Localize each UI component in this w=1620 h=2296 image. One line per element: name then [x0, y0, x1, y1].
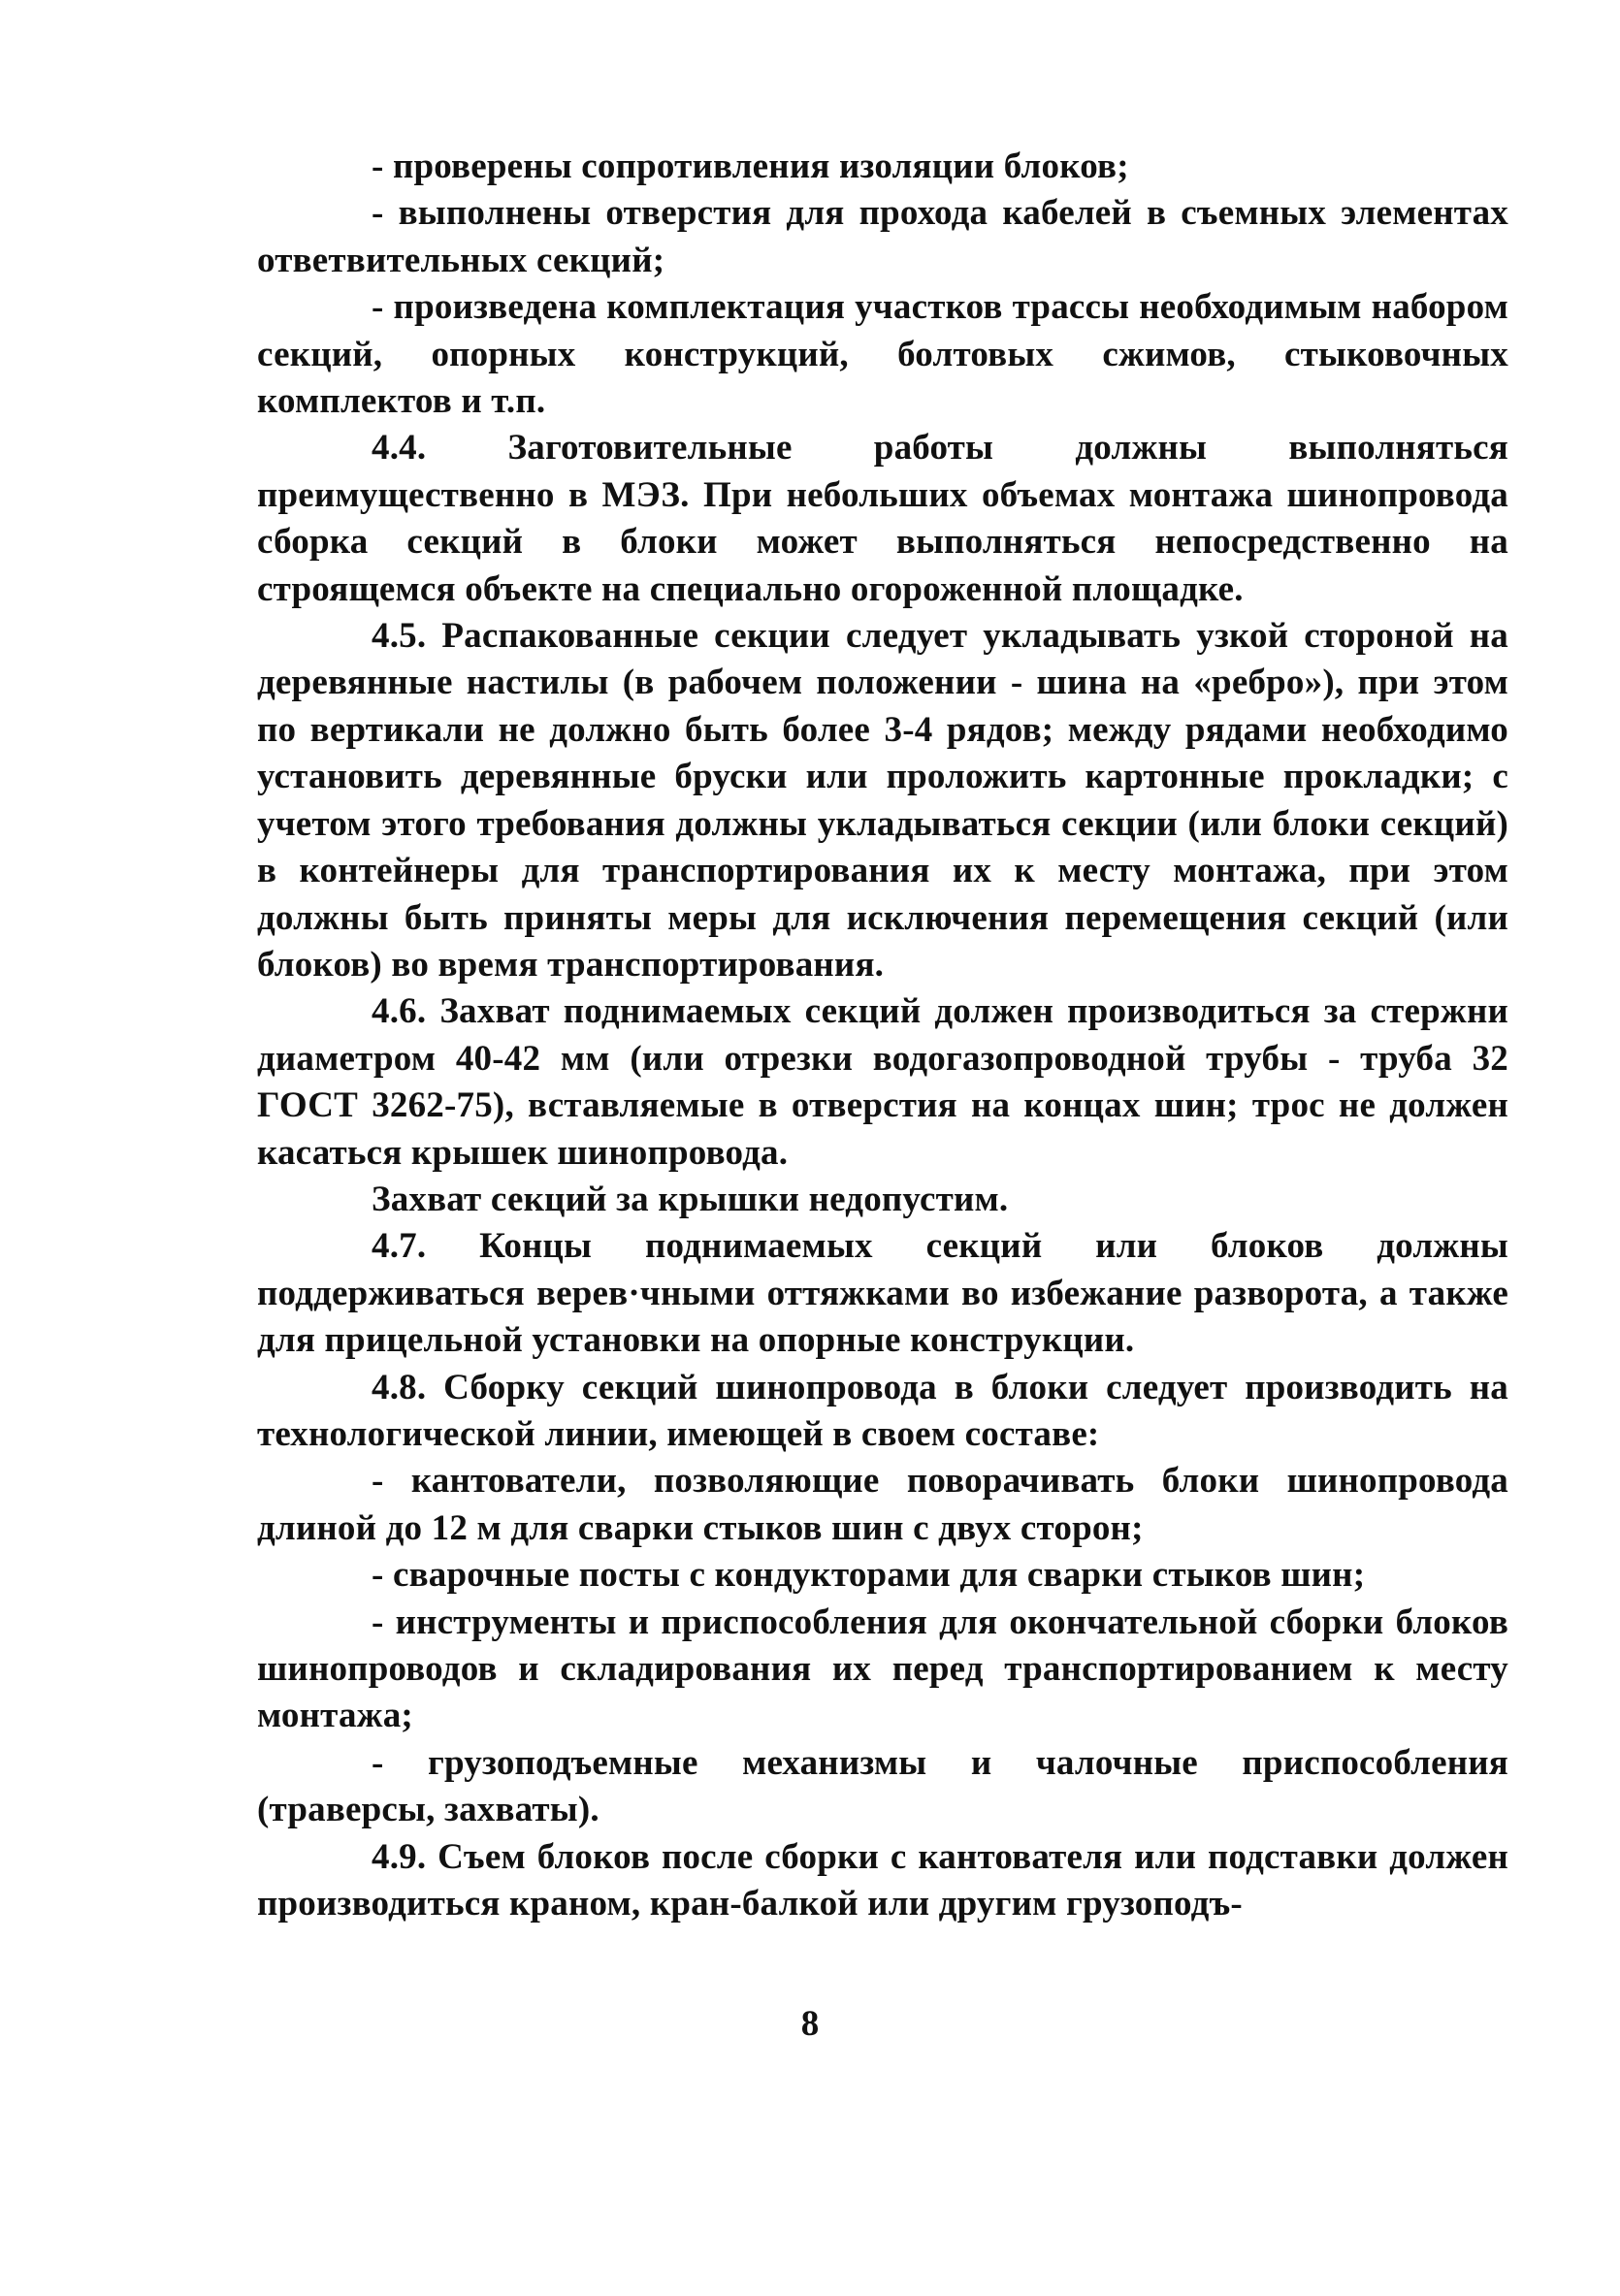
paragraph-4-9: 4.9. Съем блоков после сборки с кантователя или подставки должен производиться краном, кран-балкой или другим грузоподъ- [257, 1836, 1508, 1924]
page-number: 8 [800, 2004, 820, 2044]
paragraph-4-6: 4.6. Захват поднимаемых секций должен производиться за стержни диаметром 40-42 мм (или отрезки водогазопроводной трубы - труба 32 ГОСТ 3262-75), вставляемые в отверстия на концах шин; трос не должен касаться крышек шинопровода. [257, 991, 1508, 1173]
paragraph-tools: - инструменты и приспособления для окончательной сборки блоков шинопроводов и складирования их перед транспортированием к месту монтажа; [257, 1601, 1508, 1736]
paragraph-welding-posts: - сварочные посты с кондукторами для сварки стыков шин; [372, 1555, 1366, 1596]
paragraph-grip-prohibited: Захват секций за крышки недопустим. [372, 1179, 1009, 1219]
paragraph-route-kitting: - произведена комплектация участков трассы необходимым набором секций, опорных конструкций, болтовых сжимов, стыковочных комплектов и т.п. [257, 287, 1508, 422]
paragraph-4-4: 4.4. Заготовительные работы должны выполняться преимущественно в МЭЗ. При небольших объемах монтажа шинопровода сборка секций в блоки может выполняться непосредственно на строящемся объекте на специально огороженной площадке. [257, 428, 1508, 609]
document-body [257, 144, 1508, 1927]
paragraph-4-8: 4.8. Сборку секций шинопровода в блоки следует производить на технологической линии, имеющей в своем составе: [257, 1367, 1508, 1454]
paragraph-4-5: 4.5. Распакованные секции следует укладывать узкой стороной на деревянные настилы (в рабочем положении - шина на «ребро»), при этом по вертикали не должно быть более 3-4 рядов; между рядами необходимо установить деревянные бруски или проложить картонные прокладки; с учетом этого требования должны укладываться секции (или блоки секций) в контейнеры для транспортирования их к месту монтажа, при этом должны быть приняты меры для исключения перемещения секций (или блоков) во время транспортирования. [257, 616, 1508, 985]
paragraph-lifting-mechanisms: - грузоподъемные механизмы и чалочные приспособления (траверсы, захваты). [257, 1742, 1508, 1830]
paragraph-cable-holes: - выполнены отверстия для прохода кабелей в съемных элементах ответвительных секций; [257, 193, 1508, 280]
paragraph-insulation-checked: - проверены сопротивления изоляции блоков; [372, 146, 1129, 186]
paragraph-tilters: - кантователи, позволяющие поворачивать блоки шинопровода длиной до 12 м для сварки стыков шин с двух сторон; [257, 1461, 1508, 1548]
paragraph-4-7: 4.7. Концы поднимаемых секций или блоков должны поддерживаться верев·чными оттяжками во избежание разворота, а также для прицельной установки на опорные конструкции. [257, 1226, 1508, 1361]
